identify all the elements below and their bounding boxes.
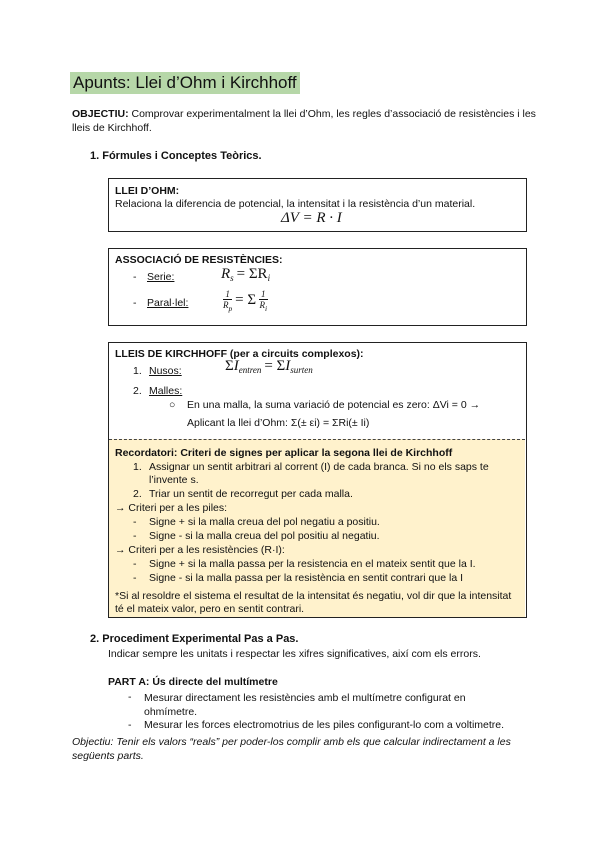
malla-bullet-2: Aplicant la llei d’Ohm: Σ(± εi) = ΣRi(± Ii) bbox=[187, 417, 370, 429]
serie-label: Serie: bbox=[147, 271, 175, 283]
dash-bullet: - bbox=[133, 558, 137, 570]
parallel-label: Paral·lel: bbox=[147, 297, 189, 309]
piles-rule-2: Signe - si la malla creua del pol positiu al negatiu. bbox=[149, 530, 380, 542]
item2-num: 2. bbox=[133, 385, 142, 397]
objective-paragraph bbox=[72, 107, 542, 135]
objective-note: Objectiu: Tenir els valors “reals” per poder-los complir amb els que calcular indirectament a les següents parts. bbox=[72, 736, 511, 762]
partA-title: PART A: Ús directe del multímetre bbox=[108, 676, 278, 688]
res-rule-2: Signe - si la malla passa per la resistència en sentit contrari que la I bbox=[149, 572, 463, 584]
dash-bullet: - bbox=[133, 572, 137, 584]
dash-bullet: - bbox=[133, 271, 137, 283]
reminder-note bbox=[109, 439, 525, 617]
section1-heading: 1. Fórmules i Conceptes Teòrics. bbox=[90, 150, 262, 162]
dash-bullet: - bbox=[133, 516, 137, 528]
malla-bullet-1: En una malla, la suma variació de potencial es zero: ΔVi = 0 → bbox=[187, 399, 481, 411]
dash-bullet: - bbox=[128, 691, 132, 703]
reminder-footnote: *Si al resoldre el sistema el resultat de la intensitat és negatiu, vol dir que la intensitat té el mateix valor, pero en sentit contrari. bbox=[115, 590, 512, 615]
ohm-description: Relaciona la diferencia de potencial, la intensitat i la resistència d’un material. bbox=[115, 198, 476, 210]
assoc-title: ASSOCIACIÓ DE RESISTÈNCIES: bbox=[115, 254, 283, 266]
ohm-formula-text: ΔV = R · I bbox=[281, 210, 342, 226]
resistor-association-box bbox=[108, 248, 527, 326]
serie-formula: $R_s = \Sigma R_i$ bbox=[221, 266, 271, 284]
step2-num: 2. bbox=[133, 488, 142, 500]
kirchhoff-title: LLEIS DE KIRCHHOFF (per a circuits complexos): bbox=[115, 348, 364, 360]
nusos-formula: $\Sigma I_{entren} = \Sigma I_{surten}$ bbox=[225, 358, 313, 376]
dash-bullet: - bbox=[133, 530, 137, 542]
partA-item-1: Mesurar directament les resistències amb el multímetre configurat en ohmímetre. bbox=[144, 692, 466, 718]
kirchhoff-box bbox=[108, 342, 527, 618]
item1-num: 1. bbox=[133, 365, 142, 377]
dash-bullet: - bbox=[133, 297, 137, 309]
piles-rule-1: Signe + si la malla creua del pol negatiu a positiu. bbox=[149, 516, 380, 528]
resistances-header: → Criteri per a les resistències (R·I): bbox=[115, 544, 285, 556]
circle-bullet: ○ bbox=[169, 399, 176, 411]
malles-label: Malles: bbox=[149, 385, 183, 397]
ohm-title: LLEI D’OHM: bbox=[115, 185, 180, 197]
objective-text: Comprovar experimentalment la llei d’Ohm, les regles d’associació de resistències i les lleis de Kirchhoff. bbox=[72, 108, 536, 134]
section2-heading: 2. Procediment Experimental Pas a Pas. bbox=[90, 633, 299, 645]
ohm-law-box bbox=[108, 178, 527, 232]
page-title: Apunts: Llei d’Ohm i Kirchhoff bbox=[70, 72, 300, 94]
ohm-formula bbox=[281, 210, 342, 227]
dash-bullet: - bbox=[128, 719, 132, 731]
step1-num: 1. bbox=[133, 461, 142, 473]
objective-label: OBJECTIU: bbox=[72, 108, 129, 120]
step2-text: Triar un sentit de recorregut per cada malla. bbox=[149, 488, 353, 500]
section2-intro: Indicar sempre les unitats i respectar les xifres significatives, així com els errors. bbox=[108, 648, 481, 660]
piles-header: → Criteri per a les piles: bbox=[115, 502, 228, 514]
partA-item-2: Mesurar les forces electromotrius de les piles configurant-lo com a voltimetre. bbox=[144, 719, 505, 731]
parallel-formula: $\frac{1}{R_p}$ = Σ $\frac{1}{R_i}$ bbox=[223, 289, 268, 313]
reminder-title: Recordatori: Criteri de signes per aplicar la segona llei de Kirchhoff bbox=[115, 447, 453, 459]
res-rule-1: Signe + si la malla passa per la resistencia en el mateix sentit que la I. bbox=[149, 558, 476, 570]
nusos-label: Nusos: bbox=[149, 365, 182, 377]
step1-text: Assignar un sentit arbitrari al corrent (I) de cada branca. Si no els saps te l’invente s. bbox=[149, 461, 489, 486]
